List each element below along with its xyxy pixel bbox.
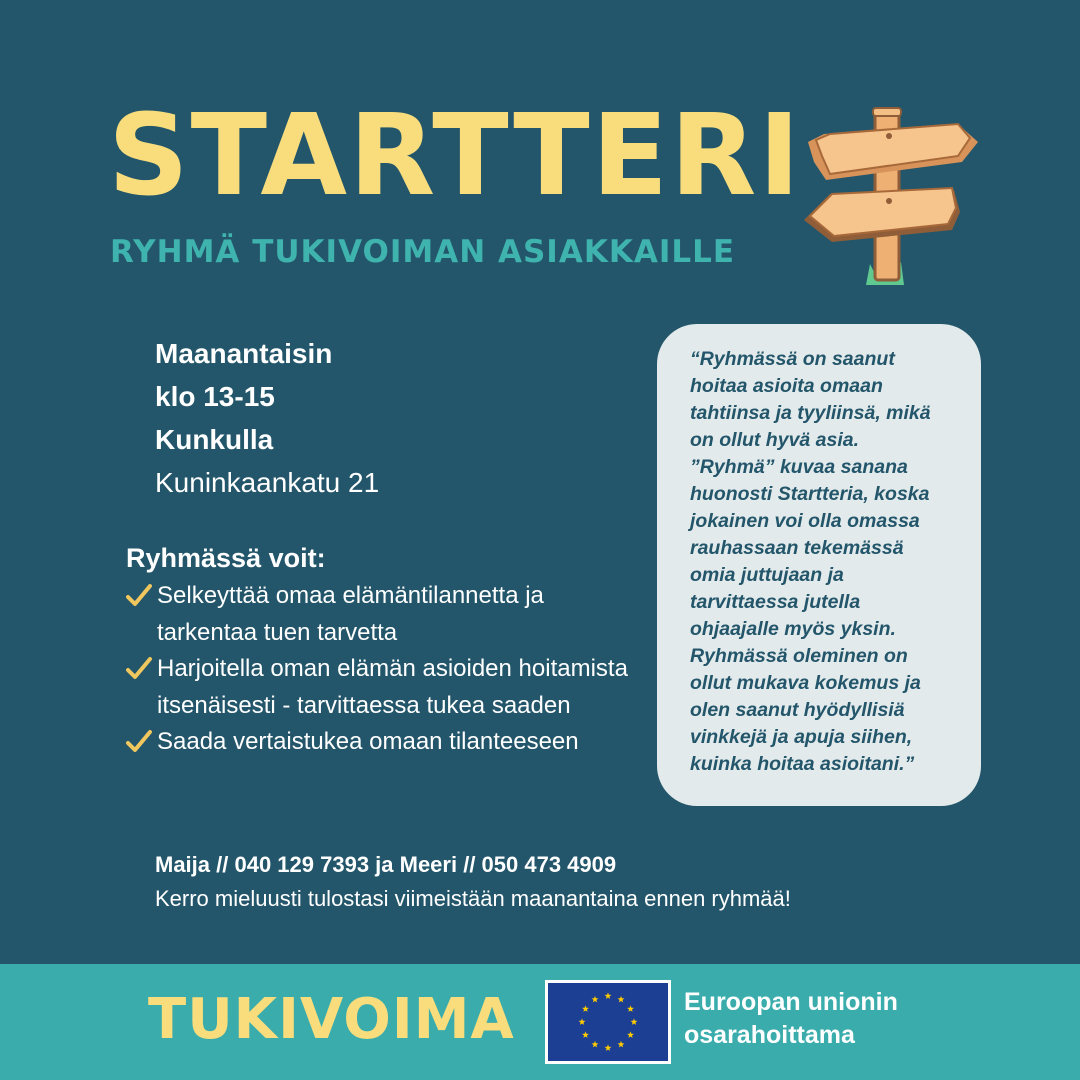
footer-bar — [0, 964, 1080, 1080]
event-place: Kunkulla — [155, 424, 274, 455]
quote-line: on ollut hyvä asia. — [690, 429, 860, 451]
eu-flag-icon — [545, 980, 671, 1064]
list-item — [126, 578, 646, 651]
benefits-title: Ryhmässä voit: — [126, 543, 326, 573]
quote-line: tarvittaessa jutella — [690, 591, 861, 613]
quote-line: ollut mukava kokemus ja — [690, 672, 921, 694]
quote-line: rauhassaan tekemässä — [690, 537, 904, 559]
brand-logo: TUKIVOIMA — [148, 987, 515, 1052]
quote-line: Ryhmässä oleminen on — [690, 645, 908, 667]
event-time: klo 13-15 — [155, 381, 275, 412]
contact-phones: Maija // 040 129 7393 ja Meeri // 050 473 4909 — [155, 852, 617, 877]
checkmark-icon — [126, 728, 152, 754]
quote-line: huonosti Startteria, koska — [690, 483, 930, 505]
quote-line: kuinka hoitaa asioitani.” — [690, 753, 915, 775]
eu-line-1: Euroopan unionin — [684, 988, 898, 1016]
list-item-text: Harjoitella oman elämän asioiden hoitamista itsenäisesti - tarvittaessa tukea saaden — [157, 655, 628, 719]
testimonial-quote — [690, 346, 961, 778]
event-day: Maanantaisin — [155, 338, 333, 369]
quote-line: ”Ryhmä” kuvaa sanana — [690, 456, 908, 478]
eu-funding-text — [684, 986, 898, 1052]
page-subtitle: RYHMÄ TUKIVOIMAN ASIAKKAILLE — [110, 234, 736, 270]
checkmark-icon — [126, 582, 152, 608]
list-item-text: Saada vertaistukea omaan tilanteeseen — [157, 728, 579, 755]
list-item-text: Selkeyttää omaa elämäntilannetta ja tarkentaa tuen tarvetta — [157, 582, 544, 646]
signpost-icon — [800, 104, 986, 290]
quote-line: omia juttujaan ja — [690, 564, 844, 586]
event-address: Kuninkaankatu 21 — [155, 467, 380, 498]
benefits-section — [126, 538, 646, 761]
benefits-list — [126, 578, 646, 761]
quote-line: vinkkejä ja apuja siihen, — [690, 726, 913, 748]
eu-line-2: osarahoittama — [684, 1021, 855, 1049]
quote-line: tahtiinsa ja tyyliinsä, mikä — [690, 402, 931, 424]
contact-info — [155, 848, 791, 916]
checkmark-icon — [126, 655, 152, 681]
quote-line: jokainen voi olla omassa — [690, 510, 920, 532]
page-title: STARTTERI — [108, 91, 803, 221]
testimonial-box — [657, 324, 981, 806]
quote-line: “Ryhmässä on saanut — [690, 348, 895, 370]
contact-note: Kerro mieluusti tulostasi viimeistään maanantaina ennen ryhmää! — [155, 886, 791, 911]
event-info — [155, 332, 379, 504]
quote-line: hoitaa asioita omaan — [690, 375, 883, 397]
quote-line: olen saanut hyödyllisiä — [690, 699, 905, 721]
list-item — [126, 651, 646, 724]
quote-line: ohjaajalle myös yksin. — [690, 618, 896, 640]
list-item — [126, 724, 646, 761]
